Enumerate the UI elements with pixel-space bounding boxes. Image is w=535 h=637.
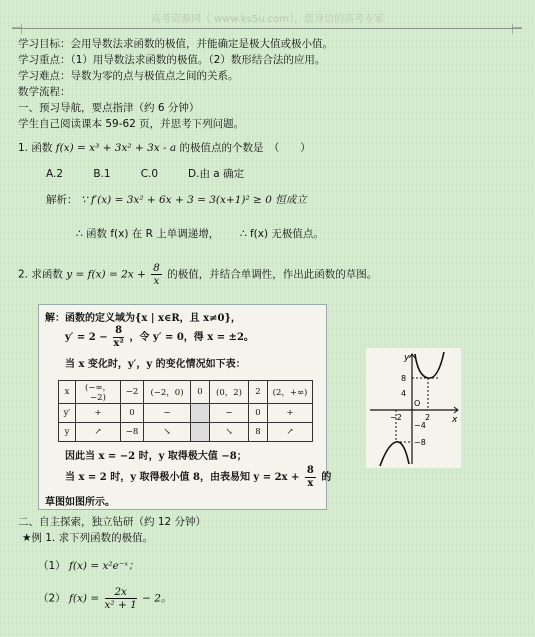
tick-4: 4: [401, 389, 407, 398]
tick-2: 2: [425, 413, 431, 422]
q2-prefix: 2. 求函数: [18, 268, 63, 281]
q1-conclusion: [76, 226, 324, 241]
table-row: y′ + 0 − − 0 +: [59, 404, 313, 423]
key-points-line: 学习重点：（1）用导数法求函数的极值。（2）数形结合法的应用。: [18, 54, 326, 66]
y-label: y: [404, 353, 410, 363]
q1-solution: [46, 192, 307, 207]
solution-image: [38, 304, 332, 510]
q1-solution-expr: ∵ f′(x) = 3x² + 6x + 3 = 3(x+1)² ≥ 0 恒成立: [80, 194, 307, 206]
solution-line-3: 当 x 变化时，y′，y 的变化情况如下表：: [65, 359, 246, 370]
q1-prefix: 1. 函数: [18, 142, 53, 154]
corner-mark: [12, 24, 22, 34]
example-1-part-2: （2） f(x) = $\frac{2x}{\text{x² + 1}}$ − 2。: [38, 586, 172, 611]
solution-line-6: 草图如图所示。: [45, 497, 115, 508]
section1-heading: 一、预习导航，要点指津（约 6 分钟）: [18, 102, 200, 114]
q2-suffix: 的极值，并结合单调性，作出此函数的草图。: [167, 268, 378, 281]
tick-8: 8: [401, 374, 407, 383]
q1-option-a: A.2: [46, 168, 64, 180]
example-1-part-1: （1） f(x) = x²e⁻ˣ；: [38, 560, 139, 572]
header-rule: [12, 28, 522, 29]
x-label: x: [452, 415, 458, 425]
solution-line-4: 因此当 x = −2 时，y 取得极大值 −8；: [65, 451, 247, 462]
solution-line-1: 解：函数的定义域为{x | x∈R，且 x≠0}，: [45, 313, 241, 324]
q1-solution-label: 解析：: [46, 194, 78, 206]
q1-suffix: 的极值点的个数是 （ ）: [179, 142, 311, 154]
solution-line-2: y′ = 2 − $\frac{8}{\text{x²}}$ ，令 y′ = 0，得 x = ±2。: [65, 325, 254, 349]
q1-option-b: B.1: [93, 168, 111, 180]
q1-option-d: D.由 a 确定: [188, 168, 245, 180]
reading-instruction: 学生自己阅读课本 59-62 页，并思考下列问题。: [18, 118, 245, 130]
tick-neg2: −2: [390, 413, 402, 422]
q1-options: [46, 166, 244, 181]
q2-fraction: $\frac{8}{x}$: [153, 262, 160, 287]
curve-positive: [415, 352, 444, 378]
q2-lhs: y = f(x) = 2x +: [66, 268, 146, 281]
section2-heading: 二、自主探索，独立钻研（约 12 分钟）: [18, 516, 207, 528]
q1-option-c: C.0: [140, 168, 159, 180]
variation-table: [58, 380, 313, 442]
curve-negative: [380, 442, 409, 466]
q1-conclusion-a: ∴ 函数 f(x) 在 R 上单调递增，: [76, 228, 220, 240]
objective-line: 学习目标：会用导数法求函数的极值，并能确定是极大值或极小值。: [18, 38, 333, 50]
question-2: [18, 262, 377, 287]
tick-origin: O: [414, 399, 421, 408]
q1-function: f(x) = x³ + 3x² + 3x - a: [55, 142, 177, 154]
solution-line-5: 当 x = 2 时，y 取得极小值 8，由表易知 y = 2x + $\frac{8}{x}$ 的: [65, 465, 332, 489]
function-sketch: [366, 348, 461, 468]
page-header: 高考资源网（ www.ks5u.com），您身边的高考专家: [150, 14, 385, 25]
q1-conclusion-b: ∴ f(x) 无极值点。: [239, 228, 324, 240]
question-1: [18, 140, 311, 155]
table-row: y ↗ −8 ↘ ↘ 8 ↗: [59, 423, 313, 442]
tick-neg8: −8: [414, 438, 426, 447]
process-line: 数学流程：: [18, 86, 71, 98]
example-1-heading: ★例 1. 求下列函数的极值。: [22, 532, 154, 544]
corner-mark: [512, 24, 522, 34]
table-row: x (−∞，−2) −2 (−2，0) 0 (0，2) 2 (2，+∞): [59, 381, 313, 404]
tick-neg4: −4: [414, 421, 426, 430]
difficulty-line: 学习难点：导数为零的点与极值点之间的关系。: [18, 70, 239, 82]
